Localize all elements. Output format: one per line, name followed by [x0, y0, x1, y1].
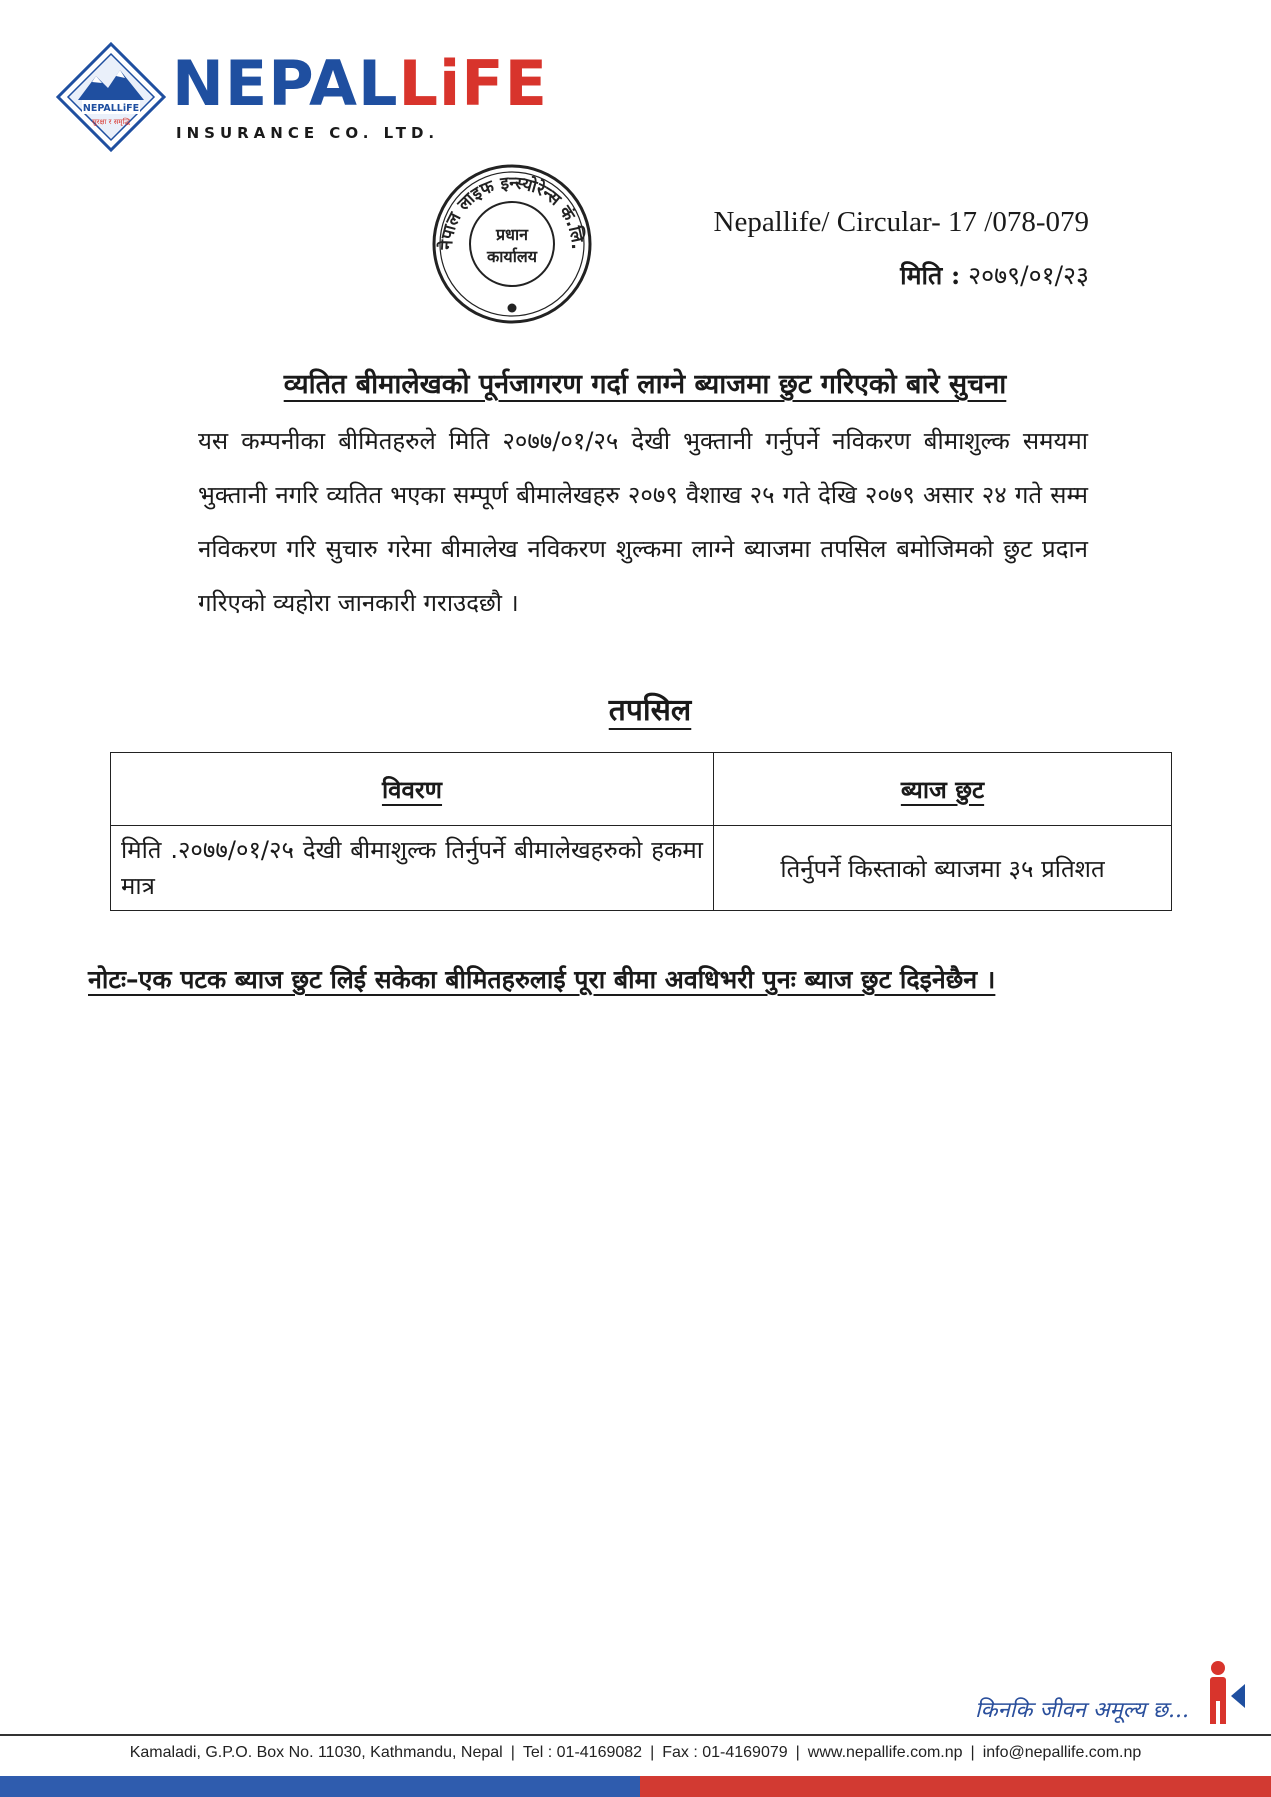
cell-interest-discount: तिर्नुपर्ने किस्ताको ब्याजमा ३५ प्रतिशत	[714, 826, 1172, 911]
person-icon	[1199, 1660, 1245, 1726]
schedule-heading: तपसिल	[608, 693, 692, 728]
seal-center-line1: प्रधान	[496, 225, 528, 244]
column-header-interest-discount: ब्याज छुट	[714, 753, 1172, 826]
footer-fax: Fax : 01-4169079	[662, 1744, 788, 1761]
footer-bar-blue	[0, 1776, 640, 1797]
column-header-description: विवरण	[111, 753, 714, 826]
company-logo-emblem	[56, 42, 166, 152]
circular-reference-number: Nepallife/ Circular- 17 /078-079	[713, 206, 1089, 238]
footer-divider	[0, 1734, 1271, 1736]
cell-description: मिति .२०७७/०१/२५ देखी बीमाशुल्क तिर्नुपर्ने बीमालेखहरुको हकमा मात्र	[111, 826, 714, 911]
footer-separator: |	[970, 1744, 975, 1761]
footer-separator: |	[795, 1744, 800, 1761]
date-label: मिति :	[900, 261, 961, 290]
footer-email: info@nepallife.com.np	[982, 1744, 1142, 1761]
seal-center-line2: कार्यालय	[487, 247, 537, 266]
date-value: २०७९/०१/२३	[968, 261, 1089, 290]
emblem-text: NEPALLiFE	[82, 103, 140, 114]
seal-ring-text: नेपाल लाइफ इन्स्योरेन्स कं.लि.	[436, 173, 588, 251]
footer-color-bar	[0, 1776, 1271, 1797]
company-tagline: किनकि जीवन अमूल्य छ...	[974, 1698, 1189, 1723]
footer-tel: Tel : 01-4169082	[522, 1744, 643, 1761]
footer-contact-line	[0, 1744, 1271, 1762]
emblem-motto: सुरक्षा र समृद्धि	[91, 118, 131, 126]
notice-title: व्यतित बीमालेखको पूर्नजागरण गर्दा लाग्ने ब्याजमा छुट गरिएको बारे सुचना	[283, 369, 1007, 400]
notice-body-paragraph: यस कम्पनीका बीमितहरुले मिति २०७७/०१/२५ देखी भुक्तानी गर्नुपर्ने नविकरण बीमाशुल्क समयमा भुक्तानी नगरि व्यतित भएका सम्पूर्ण बीमालेखहरु २०७९ वैशाख २५ गते देखि २०७९ असार २४ गते सम्म नविकरण गरि सुचारु गरेमा बीमालेख नविकरण शुल्कमा लाग्ने ब्याजमा तपसिल बमोजिमको छुट प्रदान गरिएको व्यहोरा जानकारी गराउदछौ ।	[198, 427, 1088, 617]
footer-website: www.nepallife.com.np	[807, 1744, 963, 1761]
company-subtitle: INSURANCE CO. LTD.	[176, 124, 440, 142]
footer-bar-red	[640, 1776, 1271, 1797]
footer-address: Kamaladi, G.P.O. Box No. 11030, Kathmandu, Nepal	[129, 1744, 503, 1761]
brand-part-nepal: NEPAL	[172, 47, 399, 120]
note-text: नोटः–एक पटक ब्याज छुट लिई सकेका बीमितहरुलाई पूरा बीमा अवधिभरी पुनः ब्याज छुट दिइनेछैन ।	[88, 965, 996, 994]
footer-separator: |	[510, 1744, 515, 1761]
company-brand-name	[172, 48, 548, 120]
brand-part-life: LiFE	[398, 47, 548, 120]
table-header-row	[111, 753, 1172, 826]
table-row	[111, 826, 1172, 911]
circular-date	[900, 258, 1089, 292]
discount-schedule-table	[110, 752, 1172, 911]
footer-separator: |	[650, 1744, 655, 1761]
head-office-seal	[430, 162, 594, 326]
